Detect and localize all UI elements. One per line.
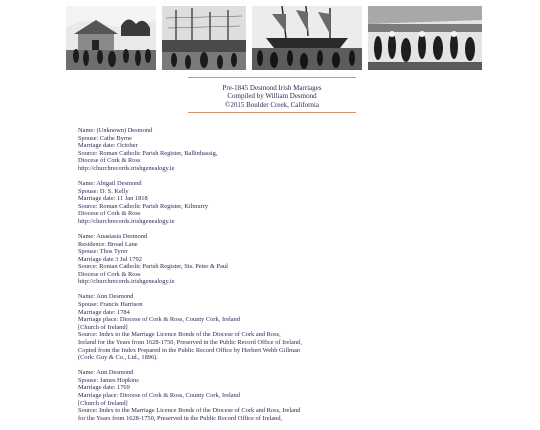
record-line: Source: Roman Catholic Parish Register, Kilmurry <box>78 202 209 210</box>
record-line: Spouse: Thos Tyrer <box>78 248 128 256</box>
record-line[interactable]: http://churchrecords.irishgenealogy.ie <box>78 217 175 225</box>
ship-crowd-engraving <box>252 6 362 70</box>
record-line: Name: Abigail Desmond <box>78 179 142 187</box>
record-line: [Church of Ireland] <box>78 323 128 331</box>
marriage-record <box>78 369 518 422</box>
dance-crowd-engraving <box>368 6 482 70</box>
record-line: Marriage date 3 Jul 1792 <box>78 255 142 263</box>
page-title: Pre-1845 Desmond Irish Marriages <box>222 84 322 92</box>
record-line: Marriage date: 11 Jan 1818 <box>78 195 148 203</box>
marriage-record <box>78 233 518 286</box>
record-line: (Cork: Guy & Co., Ltd., 1896). <box>78 354 158 362</box>
record-line: Marriage place: Diocese of Cork & Ross, County Cork, Ireland <box>78 316 241 324</box>
record-line: Name: Ann Desmond <box>78 293 134 301</box>
marriage-record <box>78 293 518 361</box>
record-line: Name: Ann Desmond <box>78 369 134 377</box>
record-line: [Church of Ireland] <box>78 399 128 407</box>
record-line: Diocese of Cork & Ross <box>78 210 141 218</box>
top-divider <box>188 77 356 78</box>
record-line: Source: Index to the Marriage Licence Bonds of the Diocese of Cork and Ross, Ireland <box>78 407 301 415</box>
record-line: Copied from the Index Prepared in the Public Record Office by Herbert Webb Gillman <box>78 346 300 354</box>
bottom-divider <box>188 112 356 113</box>
village-cottage-engraving <box>66 6 156 70</box>
record-line: Spouse: Francis Harrison <box>78 301 143 309</box>
record-line: Marriage date: 1769 <box>78 384 130 392</box>
record-line: Marriage date: 1784 <box>78 308 130 316</box>
record-line: Ireland for the Years from 1628-1750, Preserved in the Public Record Office of Ireland, <box>78 339 302 347</box>
record-line[interactable]: http://churchrecords.irishgenealogy.ie <box>78 164 175 172</box>
record-line: Source: Roman Catholic Parish Register, Sts. Peter & Paul <box>78 263 228 271</box>
copyright-line: ©2015 Boulder Creek, California <box>225 100 319 109</box>
record-line: Diocese of Cork & Ross <box>78 270 141 278</box>
record-line: Source: Roman Catholic Parish Register, Ballinhassig, <box>78 149 218 157</box>
record-line: Marriage date: October <box>78 142 138 150</box>
record-line: Spouse: Cathe Byrne <box>78 134 132 142</box>
record-line: Spouse: James Hopkins <box>78 376 139 384</box>
page-header <box>180 84 364 109</box>
compiled-by: Compiled by William Desmond <box>227 92 317 101</box>
record-line: Name: (Unknown) Desmond <box>78 127 153 134</box>
record-line: Residence: Broad Lane <box>78 240 138 248</box>
record-line: Source: Index to the Marriage Licence Bonds of the Diocese of Cork and Ross, <box>78 331 281 339</box>
harbor-ships-engraving <box>162 6 246 70</box>
header-illustration-banner <box>66 6 482 70</box>
marriage-record <box>78 180 518 226</box>
record-line: for the Years from 1628-1750, Preserved in the Public Record Office of Ireland, <box>78 414 283 422</box>
record-line: Diocese of Cork & Ross <box>78 157 141 165</box>
marriage-records-list <box>78 127 518 430</box>
record-line[interactable]: http://churchrecords.irishgenealogy.ie <box>78 278 175 286</box>
marriage-record <box>78 127 518 173</box>
record-line: Marriage place: Diocese of Cork & Ross, County Cork, Ireland <box>78 391 241 399</box>
record-line: Name: Anastasia Desmond <box>78 232 148 240</box>
record-line: Spouse: D. S. Kelly <box>78 187 129 195</box>
